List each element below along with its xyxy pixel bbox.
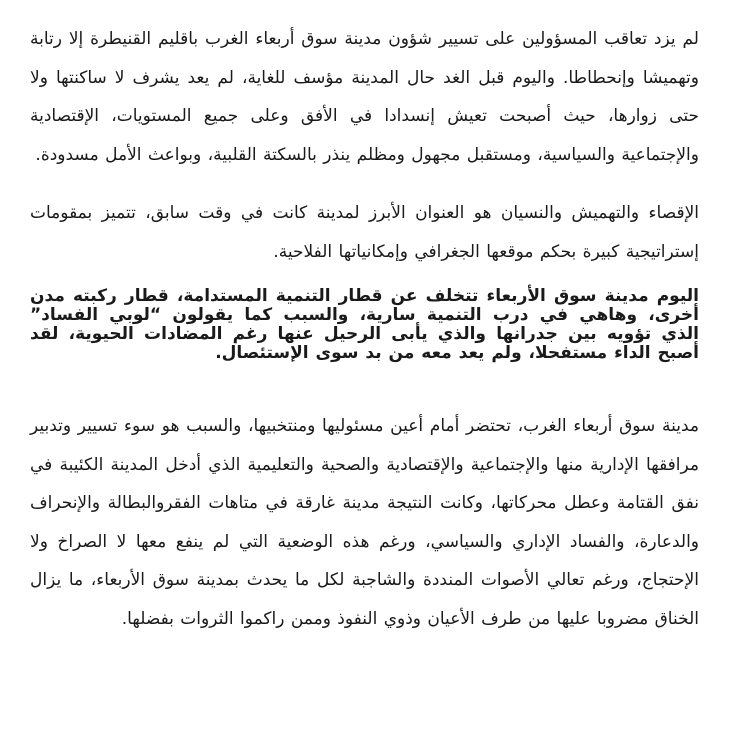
- article-paragraph: لم يزد تعاقب المسؤولين على تسيير شؤون مدينة سوق أربعاء الغرب باقليم القنيطرة إلا رتابة وتهميشا وإنحطاطا. واليوم قبل الغد حال المدينة مؤسف للغاية، لم يعد يشرف لا ساكنتها ولا حتى زوارها، حيث أصبحت تعيش إنسدادا في الأفق وعلى جميع المستويات، الإقتصادية والإجتماعية والسياسية، ومستقبل مجهول ومظلم ينذر بالسكتة القلبية، وبواعث الأمل مسدودة.: [30, 29, 699, 165]
- article-paragraph-bold: اليوم مدينة سوق الأربعاء تتخلف عن قطار التنمية المستدامة، قطار ركبته مدن أخرى، وهاهي في درب التنمية سارية، والسبب كما يقولون “لوبي الفساد” الذي تؤويه بين جدرانها والذي يأبى الرحيل عنها رغم المضادات الحيوية، لقد أصبح الداء مستفحلا، ولم يعد معه من بد سوى الإستئصال.: [30, 286, 699, 363]
- article-paragraph: الإقصاء والتهميش والنسيان هو العنوان الأبرز لمدينة كانت في وقت سابق، تتميز بمقومات إستراتيجية كبيرة بحكم موقعها الجغرافي وإمكانياتها الفلاحية.: [30, 203, 699, 262]
- article-body: [30, 20, 699, 754]
- article-paragraph: مدينة سوق أربعاء الغرب، تحتضر أمام أعين مسئوليها ومنتخبيها، والسبب هو سوء تسيير وتدبير مرافقها الإدارية منها والإجتماعية والإقتصادية والصحية والتعليمية الذي أدخل المدينة الكئيبة في نفق القتامة وعطل محركاتها، وكانت النتيجة مدينة غارقة في متاهات الفقروالبطالة والإنحراف والدعارة، والفساد الإداري والسياسي، ورغم هذه الوضعية التي لم ينفع معها لا الصراخ ولا الإحتجاج، ورغم تعالي الأصوات المنددة والشاجبة لكل ما يحدث بمدينة سوق الأربعاء، ما يزال الخناق مضروبا عليها من طرف الأعيان وذوي النفوذ وممن راكموا الثروات بفضلها.: [30, 416, 699, 629]
